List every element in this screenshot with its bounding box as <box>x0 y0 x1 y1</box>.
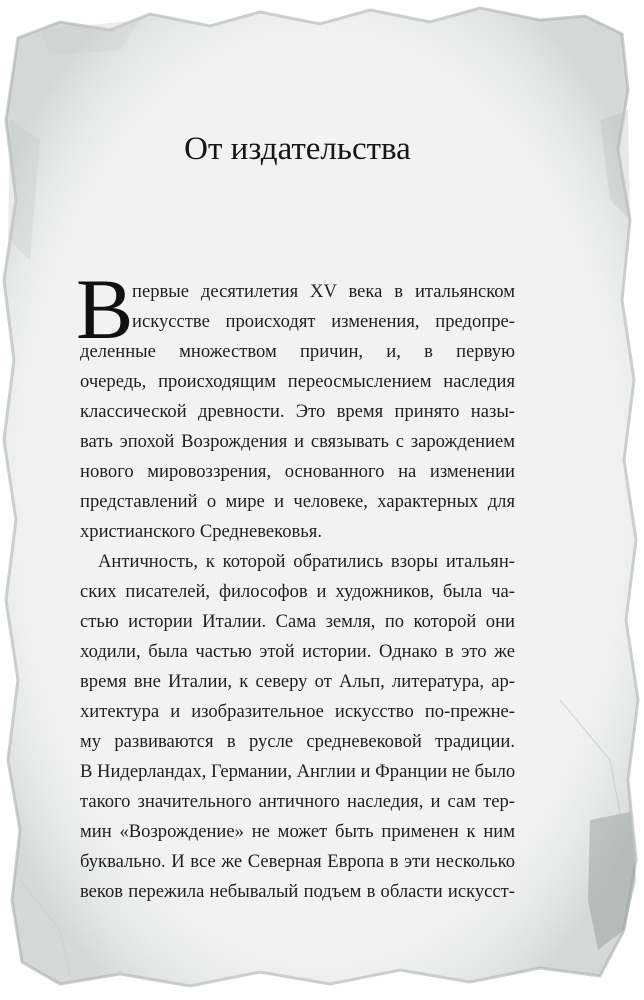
text-line: классической древности. Это время принято назы- <box>80 401 515 422</box>
text-line: буквально. И все же Северная Европа в эти несколько <box>80 851 515 872</box>
text-line: вать эпохой Возрождения и связывать с зарождением <box>80 431 515 452</box>
text-line: искусстве происходят изменения, предопре- <box>132 311 515 332</box>
text-line: веков пережила небывалый подъем в области искусст- <box>80 881 515 902</box>
text-line: нового мировоззрения, основанного на изменении <box>80 461 515 482</box>
text-line: деленные множеством причин, и, в первую <box>80 341 515 362</box>
drop-cap: В <box>76 261 134 357</box>
text-line: время вне Италии, к северу от Альп, литература, ар- <box>80 671 515 692</box>
text-line: представлений о мире и человеке, характерных для <box>80 491 515 512</box>
text-line: В Нидерландах, Германии, Англии и Франции не было <box>80 761 516 782</box>
text-line: очередь, происходящим переосмыслением наследия <box>80 371 515 392</box>
text-line: хитектура и изобразительное искусство по-прежне- <box>80 701 515 722</box>
text-line: му развиваются в русле средневековой традиции. <box>80 731 515 752</box>
text-line: ских писателей, философов и художников, была ча- <box>80 581 515 602</box>
text-line: христианского Средневековья. <box>80 521 322 542</box>
text-line: стью истории Италии. Сама земля, по которой они <box>80 611 515 632</box>
text-line: ходили, была частью этой истории. Однако в это же <box>80 641 515 662</box>
text-line: такого значительного античного наследия, и сам тер- <box>80 791 515 812</box>
page-title: От издательства <box>184 131 411 167</box>
text-line: мин «Возрождение» не может быть применен к ним <box>80 821 515 842</box>
text-line: Античность, к которой обратились взоры итальян- <box>98 551 515 572</box>
text-line: первые десятилетия XV века в итальянском <box>132 281 515 302</box>
